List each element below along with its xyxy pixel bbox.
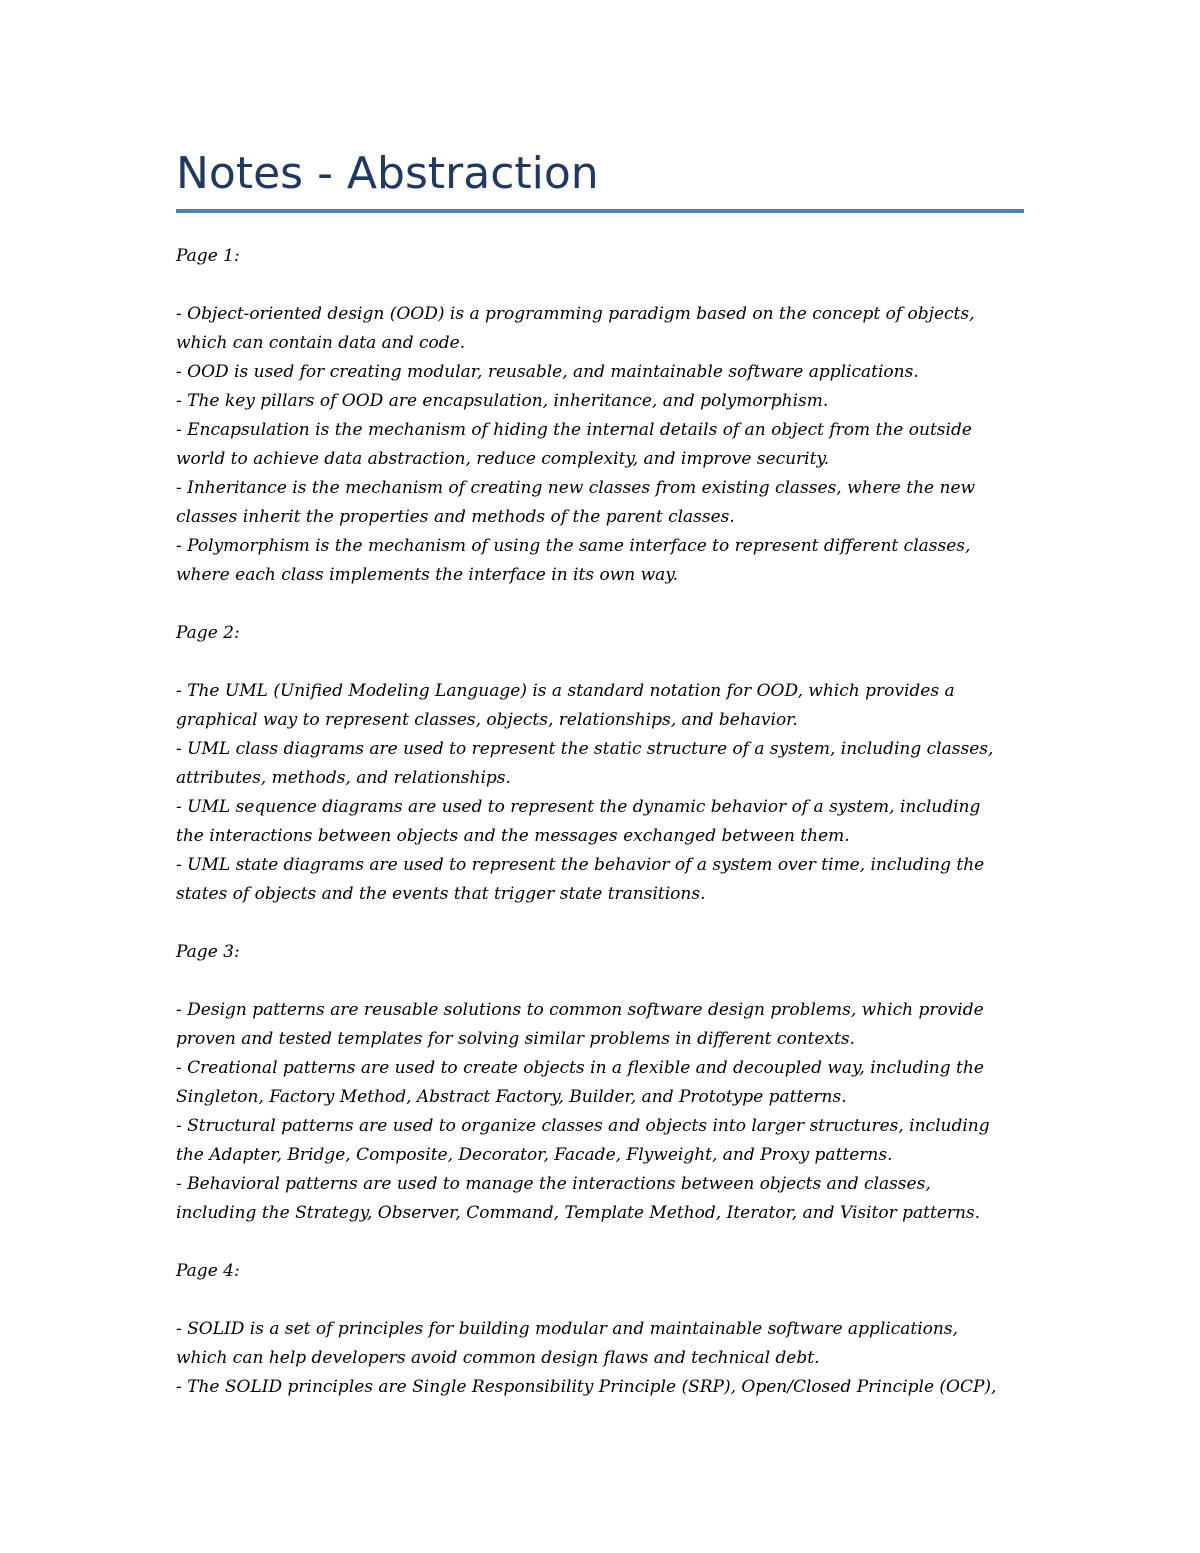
note-item xyxy=(176,358,1024,387)
note-line: where each class implements the interface in its own way. xyxy=(176,565,679,585)
note-line: - OOD is used for creating modular, reusable, and maintainable software applications. xyxy=(176,362,919,382)
note-line: attributes, methods, and relationships. xyxy=(176,768,511,788)
note-line: states of objects and the events that trigger state transitions. xyxy=(176,884,706,904)
blank-line xyxy=(176,271,1024,300)
section-label: Page 3: xyxy=(176,942,240,962)
title-underline xyxy=(176,209,1024,213)
note-line: - The UML (Unified Modeling Language) is a standard notation for OOD, which provides a xyxy=(176,681,955,701)
note-line: the Adapter, Bridge, Composite, Decorator, Facade, Flyweight, and Proxy patterns. xyxy=(176,1145,893,1165)
note-item xyxy=(176,1170,1024,1228)
note-item xyxy=(176,387,1024,416)
note-line: - Inheritance is the mechanism of creating new classes from existing classes, where the new xyxy=(176,478,976,498)
note-line: - Creational patterns are used to create objects in a flexible and decoupled way, including the xyxy=(176,1058,984,1078)
note-item xyxy=(176,996,1024,1054)
section-gap xyxy=(176,590,1024,619)
page-section xyxy=(176,938,1024,1257)
note-item xyxy=(176,532,1024,590)
note-line: world to achieve data abstraction, reduce complexity, and improve security. xyxy=(176,449,830,469)
note-item xyxy=(176,851,1024,909)
note-line: - Structural patterns are used to organize classes and objects into larger structures, including xyxy=(176,1116,990,1136)
note-line: - Behavioral patterns are used to manage the interactions between objects and classes, xyxy=(176,1174,931,1194)
section-label: Page 2: xyxy=(176,623,240,643)
note-line: - SOLID is a set of principles for building modular and maintainable software applications, xyxy=(176,1319,958,1339)
note-item xyxy=(176,1315,1024,1373)
note-line: Singleton, Factory Method, Abstract Factory, Builder, and Prototype patterns. xyxy=(176,1087,847,1107)
section-label: Page 1: xyxy=(176,246,240,266)
note-line: - Polymorphism is the mechanism of using the same interface to represent different classes, xyxy=(176,536,971,556)
note-line: which can help developers avoid common design flaws and technical debt. xyxy=(176,1348,820,1368)
note-line: - UML sequence diagrams are used to represent the dynamic behavior of a system, including xyxy=(176,797,981,817)
note-line: - The SOLID principles are Single Responsibility Principle (SRP), Open/Closed Principle (OCP), xyxy=(176,1377,997,1397)
document-body xyxy=(176,242,1024,1402)
section-label: Page 4: xyxy=(176,1261,240,1281)
note-line: - Object-oriented design (OOD) is a programming paradigm based on the concept of objects, xyxy=(176,304,975,324)
note-item xyxy=(176,300,1024,358)
note-line: - UML class diagrams are used to represent the static structure of a system, including classes, xyxy=(176,739,994,759)
note-line: classes inherit the properties and methods of the parent classes. xyxy=(176,507,735,527)
blank-line xyxy=(176,1286,1024,1315)
note-item xyxy=(176,474,1024,532)
note-item xyxy=(176,677,1024,735)
page-section xyxy=(176,619,1024,938)
blank-line xyxy=(176,967,1024,996)
note-item xyxy=(176,416,1024,474)
blank-line xyxy=(176,648,1024,677)
note-line: - Design patterns are reusable solutions to common software design problems, which provide xyxy=(176,1000,984,1020)
note-line: which can contain data and code. xyxy=(176,333,466,353)
note-item xyxy=(176,735,1024,793)
note-item xyxy=(176,1112,1024,1170)
note-line: graphical way to represent classes, objects, relationships, and behavior. xyxy=(176,710,798,730)
note-item xyxy=(176,793,1024,851)
note-line: - UML state diagrams are used to represent the behavior of a system over time, including the xyxy=(176,855,985,875)
note-line: - Encapsulation is the mechanism of hiding the internal details of an object from the outside xyxy=(176,420,972,440)
section-gap xyxy=(176,909,1024,938)
note-line: proven and tested templates for solving similar problems in different contexts. xyxy=(176,1029,856,1049)
note-item xyxy=(176,1054,1024,1112)
section-gap xyxy=(176,1228,1024,1257)
note-line: the interactions between objects and the messages exchanged between them. xyxy=(176,826,850,846)
note-item xyxy=(176,1373,1024,1402)
page-section xyxy=(176,1257,1024,1402)
note-line: - The key pillars of OOD are encapsulation, inheritance, and polymorphism. xyxy=(176,391,829,411)
note-line: including the Strategy, Observer, Command, Template Method, Iterator, and Visitor patterns. xyxy=(176,1203,981,1223)
page-section xyxy=(176,242,1024,619)
document-title: Notes - Abstraction xyxy=(176,148,599,199)
